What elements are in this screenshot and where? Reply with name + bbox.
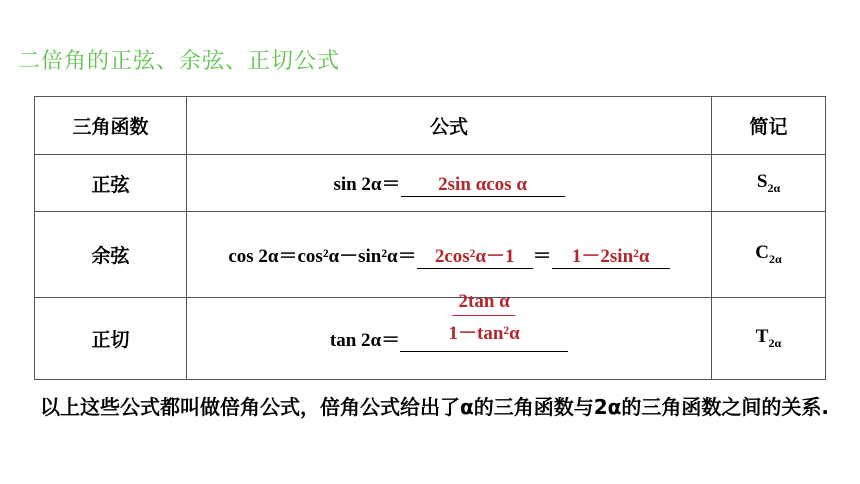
abbr-cell <box>712 155 826 212</box>
abbr-letter: T <box>755 326 769 348</box>
table-row-sine <box>35 155 826 212</box>
row-name: 正切 <box>35 298 187 380</box>
formula-cell <box>187 155 712 212</box>
formula-lhs: sin 2α＝ <box>333 174 401 195</box>
abbr-cell <box>712 212 826 298</box>
formula-eq: ＝ <box>532 245 552 267</box>
header-function: 三角函数 <box>35 97 187 155</box>
abbr-sub: 2α <box>768 335 782 350</box>
header-formula: 公式 <box>187 97 712 155</box>
formula-cell <box>187 291 712 380</box>
answer-blank: 2sin αcos α <box>401 174 565 197</box>
abbr-sub: 2α <box>767 180 781 195</box>
abbr-letter: C <box>755 242 770 264</box>
table-row-cosine <box>35 212 826 298</box>
abbr-sub: 2α <box>769 251 782 266</box>
answer-blank-1: 2cos²α－1 <box>417 241 533 269</box>
fraction-numerator: 2tan α <box>452 291 515 316</box>
section-title: 二倍角的正弦、余弦、正切公式 <box>18 49 341 74</box>
explanation-text: 以上这些公式都叫做倍角公式，倍角公式给出了α的三角函数与2α的三角函数之间的关系. <box>40 395 829 419</box>
header-abbr: 简记 <box>712 97 826 155</box>
abbr-letter: S <box>756 170 768 192</box>
answer-fraction <box>449 291 520 345</box>
answer-blank <box>400 291 568 352</box>
formula-lhs: tan 2α＝ <box>329 330 401 351</box>
row-name: 余弦 <box>35 212 187 298</box>
table-row-tangent <box>35 298 826 380</box>
answer-blank-2: 1－2sin²α <box>552 241 670 269</box>
formula-lhs: cos 2α＝cos²α－sin²α＝ <box>228 245 417 267</box>
row-name: 正弦 <box>35 155 187 212</box>
formula-table <box>34 96 826 380</box>
abbr-cell <box>712 298 826 380</box>
formula-cell <box>187 212 712 298</box>
table-header-row <box>35 97 826 155</box>
fraction-denominator: 1－tan²α <box>448 323 520 344</box>
